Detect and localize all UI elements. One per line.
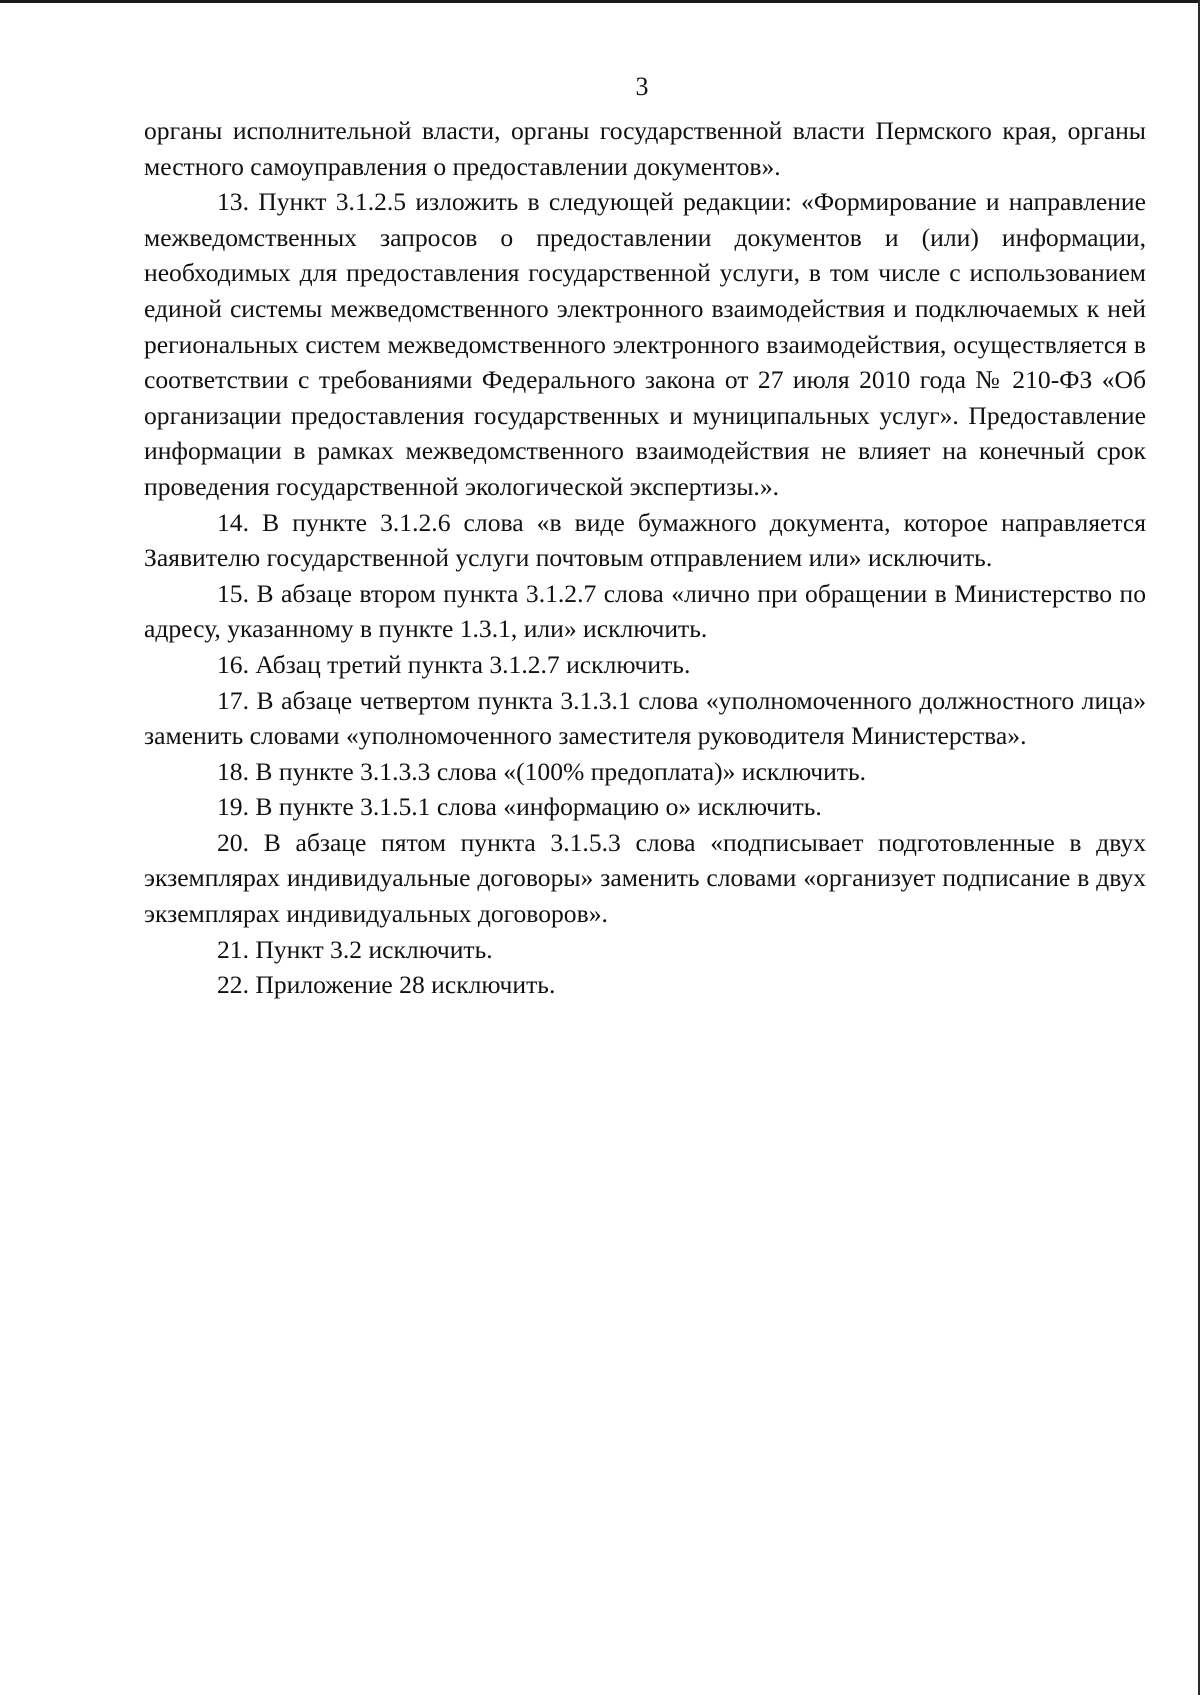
paragraph-item-13: 13. Пункт 3.1.2.5 изложить в следующей редакции: «Формирование и направление межведомственных запросов о предоставлении документов и (или) информации, необходимых для предоставления государственной услуги, в том числе с использованием единой системы межведомственного электронного взаимодействия и подключаемых к ней региональных систем межведомственного электронного взаимодействия, осуществляется в соответствии с требованиями Федерального закона от 27 июля 2010 года № 210-ФЗ «Об организации предоставления государственных и муниципальных услуг». Предоставление информации в рамках межведомственного взаимодействия не влияет на конечный срок проведения государственной экологической экспертизы.».: [144, 187, 1146, 501]
paragraph-item-16: 16. Абзац третий пункта 3.1.2.7 исключить.: [217, 649, 691, 679]
paragraph-item-22: 22. Приложение 28 исключить.: [217, 970, 556, 1000]
scan-border-top: [0, 0, 1200, 3]
paragraph-item-20: 20. В абзаце пятом пункта 3.1.5.3 слова «подписывает подготовленные в двух экземплярах индивидуальные договоры» заменить словами «организует подписание в двух экземплярах индивидуальных договоров».: [144, 827, 1146, 929]
paragraph-item-19: 19. В пункте 3.1.5.1 слова «информацию о» исключить.: [217, 792, 822, 822]
page-number: 3: [635, 72, 649, 101]
paragraph-item-15: 15. В абзаце втором пункта 3.1.2.7 слова «лично при обращении в Министерство по адресу, указанному в пункте 1.3.1, или» исключить.: [144, 578, 1146, 644]
paragraph-continuation: органы исполнительной власти, органы государственной власти Пермского края, органы местного самоуправления о предоставлении документов».: [144, 116, 1146, 181]
paragraph-item-14: 14. В пункте 3.1.2.6 слова «в виде бумажного документа, которое направляется Заявителю государственной услуги почтовым отправлением или» исключить.: [144, 507, 1146, 573]
paragraph-item-21: 21. Пункт 3.2 исключить.: [217, 934, 493, 964]
paragraph-item-18: 18. В пункте 3.1.3.3 слова «(100% предоплата)» исключить.: [217, 756, 867, 786]
document-body: [144, 113, 1146, 1003]
paragraph-item-17: 17. В абзаце четвертом пункта 3.1.3.1 слова «уполномоченного должностного лица» заменить словами «уполномоченного заместителя руководителя Министерства».: [144, 685, 1146, 751]
